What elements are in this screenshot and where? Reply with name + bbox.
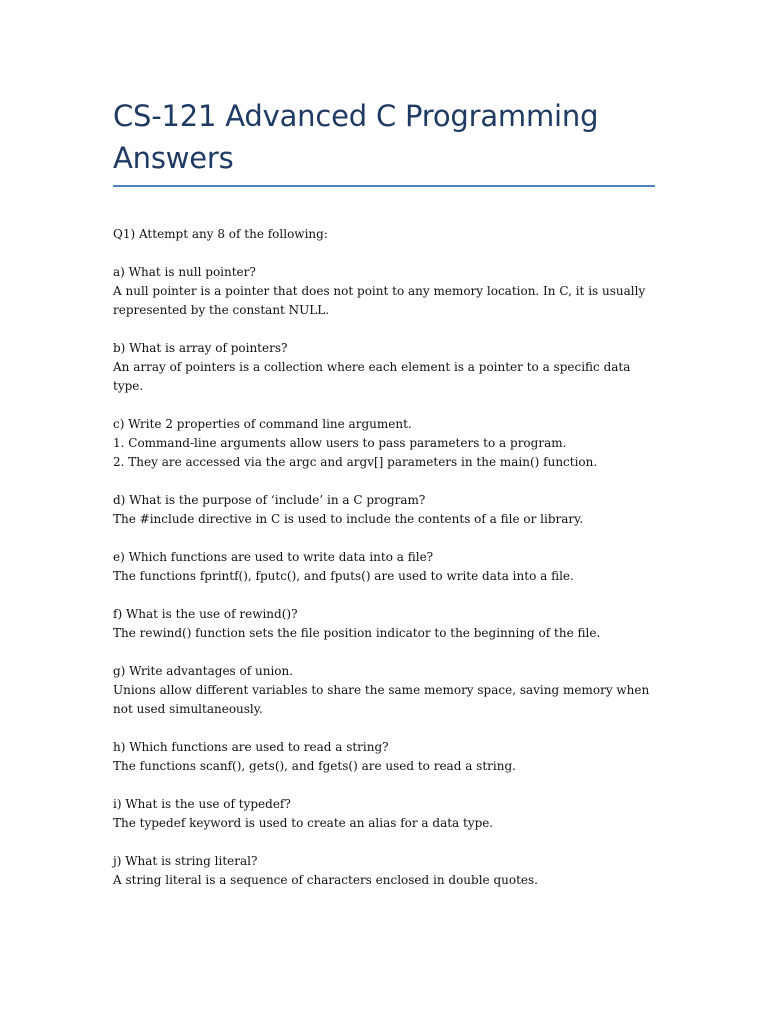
question-text: i) What is the use of typedef? — [113, 797, 291, 811]
answer-text: An array of pointers is a collection where each element is a pointer to a specific data type. — [113, 360, 631, 393]
question-text: h) Which functions are used to read a string? — [113, 740, 389, 754]
question-text: g) Write advantages of union. — [113, 664, 294, 678]
question-block — [113, 738, 655, 776]
answer-text: The rewind() function sets the file position indicator to the beginning of the file. — [113, 626, 601, 640]
question-block — [113, 605, 655, 643]
question-block — [113, 491, 655, 529]
title-divider — [113, 185, 655, 187]
answer-text: A null pointer is a pointer that does not point to any memory location. In C, it is usually represented by the constant NULL. — [113, 284, 646, 317]
question-list — [113, 263, 655, 890]
question-block — [113, 548, 655, 586]
question-text: b) What is array of pointers? — [113, 341, 288, 355]
answer-text: The typedef keyword is used to create an alias for a data type. — [113, 816, 494, 830]
question-block — [113, 415, 655, 472]
question-block — [113, 852, 655, 890]
document-title: CS-121 Advanced C Programming Answers — [113, 99, 599, 175]
document-body — [113, 225, 655, 890]
answer-text: The #include directive in C is used to include the contents of a file or library. — [113, 512, 584, 526]
answer-text: A string literal is a sequence of characters enclosed in double quotes. — [113, 873, 538, 887]
answer-text: 2. They are accessed via the argc and argv[] parameters in the main() function. — [113, 455, 598, 469]
question-text: j) What is string literal? — [113, 854, 258, 868]
question-text: c) Write 2 properties of command line argument. — [113, 417, 412, 431]
answer-text: The functions scanf(), gets(), and fgets() are used to read a string. — [113, 759, 516, 773]
question-intro: Q1) Attempt any 8 of the following: — [113, 227, 328, 241]
question-text: e) Which functions are used to write data into a file? — [113, 550, 434, 564]
document-page — [113, 95, 655, 909]
question-block — [113, 662, 655, 719]
answer-text: The functions fprintf(), fputc(), and fputs() are used to write data into a file. — [113, 569, 574, 583]
question-block — [113, 795, 655, 833]
answer-text: Unions allow different variables to share the same memory space, saving memory when not used simultaneously. — [113, 683, 650, 716]
question-block — [113, 339, 655, 396]
question-text: a) What is null pointer? — [113, 265, 256, 279]
question-block — [113, 263, 655, 320]
answer-text: 1. Command-line arguments allow users to pass parameters to a program. — [113, 436, 567, 450]
question-text: d) What is the purpose of ‘include’ in a C program? — [113, 493, 426, 507]
question-text: f) What is the use of rewind()? — [113, 607, 298, 621]
